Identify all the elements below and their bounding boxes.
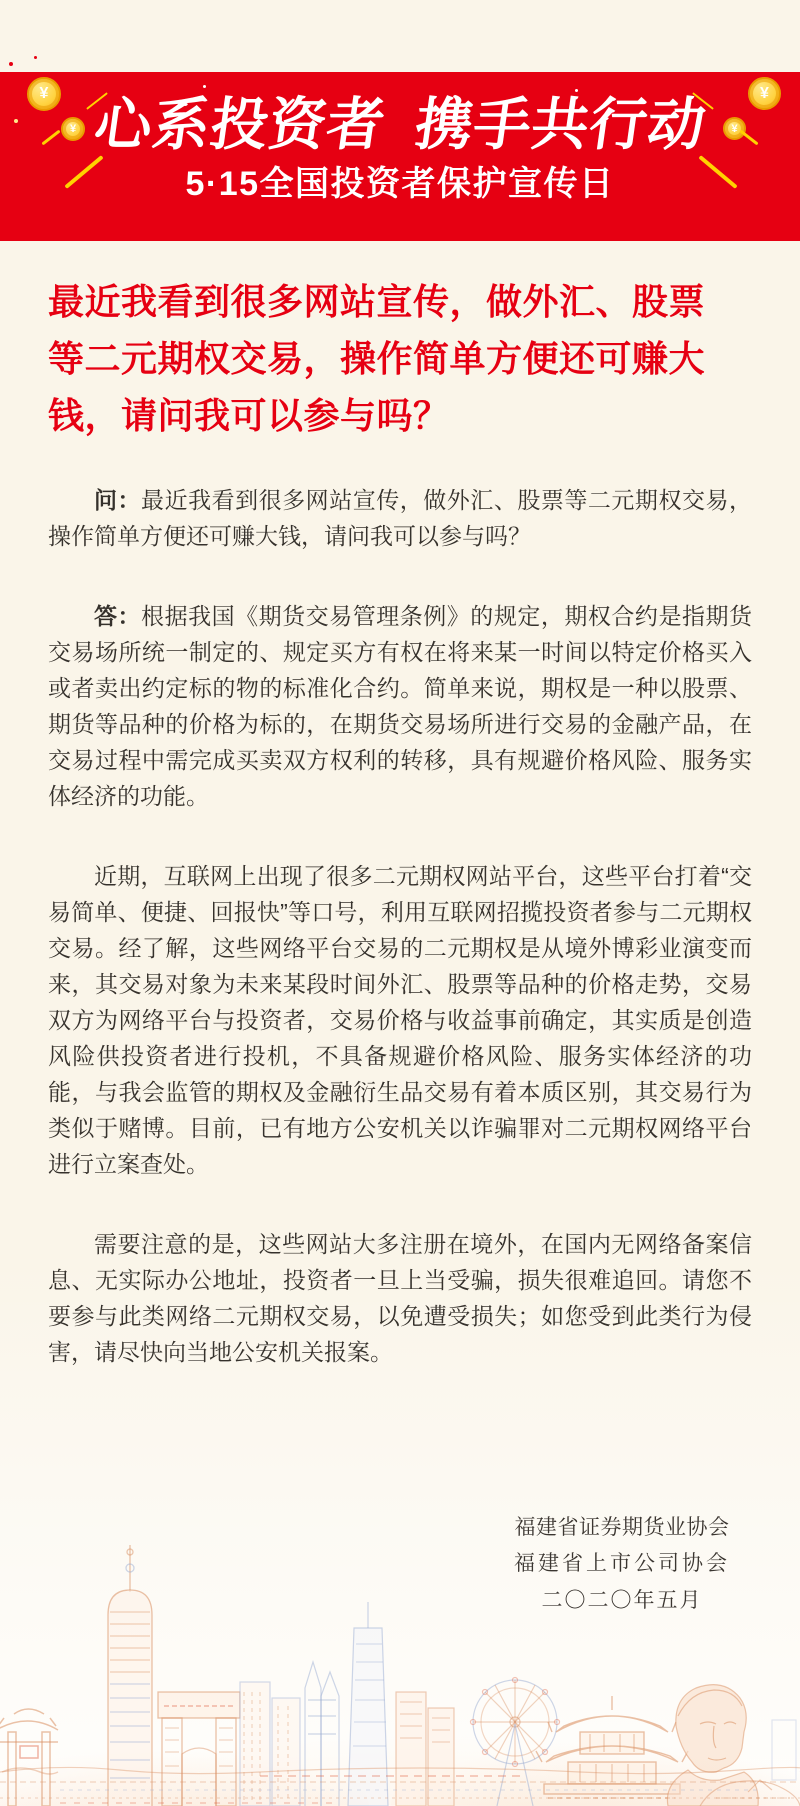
banner bbox=[0, 72, 800, 241]
answer-label: 答： bbox=[94, 603, 142, 629]
answer-text: 近期，互联网上出现了很多二元期权网站平台，这些平台打着“交易简单、便捷、回报快”等口号，利用互联网招揽投资者参与二元期权交易。经了解，这些网络平台交易的二元期权是从境外博彩业演变而来，其交易对象为未来某段时间外汇、股票等品种的价格走势，交易双方为网络平台与投资者，交易价格与收益事前确定，其实质是创造风险供投资者进行投机，不具备规避价格风险、服务实体经济的功能，与我会监管的期权及金融衍生品交易有着本质区别，其交易行为类似于赌博。目前，已有地方公安机关以诈骗罪对二元期权网络平台进行立案查处。 bbox=[48, 863, 752, 1177]
banner-title bbox=[0, 72, 800, 157]
ferris-wheel bbox=[471, 1678, 560, 1806]
answer-text: 需要注意的是，这些网站大多注册在境外，在国内无网络备案信息、无实际办公地址，投资者一旦上当受骗，损失很难追回。请您不要参与此类网络二元期权交易，以免遭受损失；如您受到此类行为侵害，请尽快向当地公安机关报案。 bbox=[48, 1231, 752, 1365]
confetti-dot bbox=[34, 56, 37, 59]
yuan-symbol: ¥ bbox=[39, 85, 49, 102]
coin-icon bbox=[723, 117, 746, 140]
banner-subtitle: 5·15全国投资者保护宣传日 bbox=[185, 165, 615, 203]
answer-paragraph-2 bbox=[48, 858, 752, 1182]
gate bbox=[0, 1709, 58, 1806]
coin-icon bbox=[748, 77, 781, 110]
question-paragraph bbox=[48, 482, 752, 554]
coin-icon bbox=[61, 117, 85, 141]
rooftop-band bbox=[0, 1767, 800, 1803]
sparkle-icon bbox=[575, 89, 578, 92]
sparkle-icon bbox=[14, 119, 18, 123]
headline-line: 最近我看到很多网站宣传，做外汇、股票 bbox=[48, 281, 706, 322]
antenna-tower bbox=[348, 1602, 388, 1806]
headline-line: 钱，请问我可以参与吗？ bbox=[48, 395, 450, 436]
yuan-symbol: ¥ bbox=[760, 84, 769, 102]
coin-icon bbox=[27, 77, 61, 111]
yuan-symbol: ¥ bbox=[69, 123, 77, 135]
harbor-rocks bbox=[700, 1720, 800, 1806]
question-label: 问： bbox=[94, 487, 142, 513]
confetti-dot bbox=[9, 62, 13, 66]
statue-head bbox=[667, 1685, 758, 1806]
arch-building bbox=[158, 1692, 240, 1806]
association-name-1: 福建省证券期货业协会 bbox=[514, 1516, 730, 1539]
association-name-2: 福建省上市公司协会 bbox=[514, 1552, 730, 1575]
yuan-symbol: ¥ bbox=[731, 122, 738, 135]
question-text: 最近我看到很多网站宣传，做外汇、股票等二元期权交易，操作简单方便还可赚大钱，请问我可以参与吗？ bbox=[48, 487, 753, 549]
slab-buildings bbox=[396, 1692, 454, 1806]
headline bbox=[48, 273, 752, 444]
headline-line: 等二元期权交易，操作简单方便还可赚大 bbox=[48, 338, 706, 379]
banner-title-text: 心系投资者 携手共行动 bbox=[90, 93, 710, 157]
sparkle-icon bbox=[203, 85, 206, 88]
signature-block bbox=[514, 1510, 730, 1619]
pagoda-temple bbox=[536, 1696, 688, 1798]
answer-paragraph-3 bbox=[48, 1226, 752, 1370]
spire-towers bbox=[305, 1662, 339, 1806]
tower-cluster bbox=[240, 1682, 300, 1806]
signature-date: 二〇二〇年五月 bbox=[541, 1589, 703, 1612]
answer-text: 根据我国《期货交易管理条例》的规定，期权合约是指期货交易场所统一制定的、规定买方有权在将来某一时间以特定价格买入或者卖出约定标的物的标准化合约。简单来说，期权是一种以股票、期货等品种的价格为标的，在期货交易场所进行交易的金融产品，在交易过程中需完成买卖双方权利的转移，具有规避价格风险、服务实体经济的功能。 bbox=[48, 603, 753, 809]
answer-paragraph-1 bbox=[48, 598, 752, 814]
